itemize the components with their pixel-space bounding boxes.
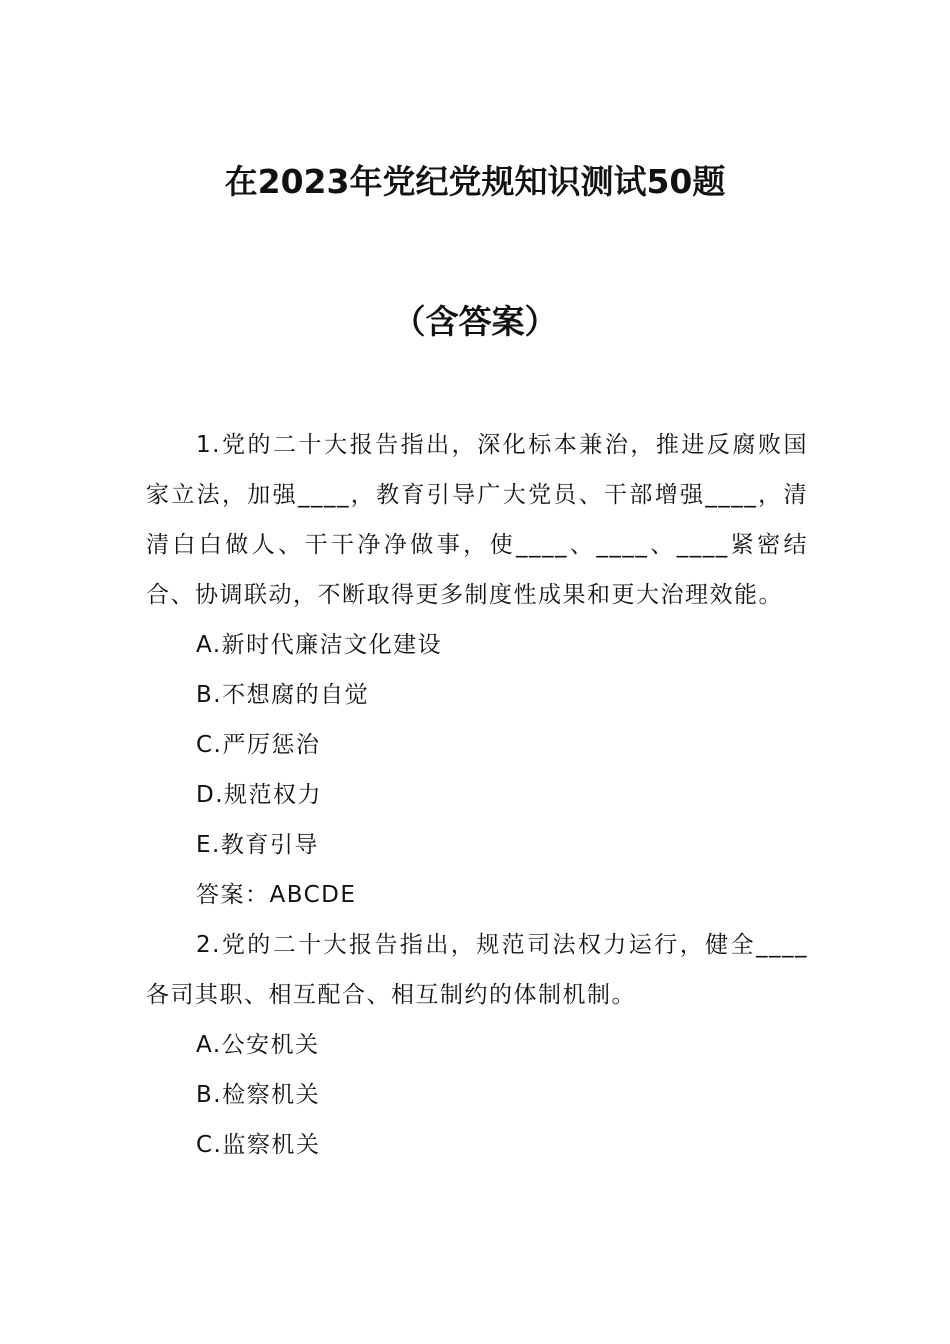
question-2-option-b: B.检察机关 <box>196 1082 321 1108</box>
document-body <box>146 420 808 1170</box>
question-1-option-a: A.新时代廉洁文化建设 <box>196 632 443 658</box>
question-1-option-b: B.不想腐的自觉 <box>196 682 370 708</box>
question-2-option-a: A.公安机关 <box>196 1032 320 1058</box>
document-subtitle: （含答案） <box>392 302 558 341</box>
document-title: 在2023年党纪党规知识测试50题 <box>224 162 726 201</box>
question-1-option-e: E.教育引导 <box>196 832 319 858</box>
question-1-answer: 答案：ABCDE <box>196 882 357 908</box>
question-1-option-d: D.规范权力 <box>196 782 323 808</box>
question-2-text: 2.党的二十大报告指出，规范司法权力运行，健全____各司其职、相互配合、相互制约的体制机制。 <box>146 932 808 1008</box>
question-2-option-c: C.监察机关 <box>196 1132 321 1158</box>
question-1-option-c: C.严厉惩治 <box>196 732 321 758</box>
question-1-text: 1.党的二十大报告指出，深化标本兼治，推进反腐败国家立法，加强____，教育引导广大党员、干部增强____，清清白白做人、干干净净做事，使____、____、____紧密结合、协调联动，不断取得更多制度性成果和更大治理效能。 <box>146 432 808 608</box>
